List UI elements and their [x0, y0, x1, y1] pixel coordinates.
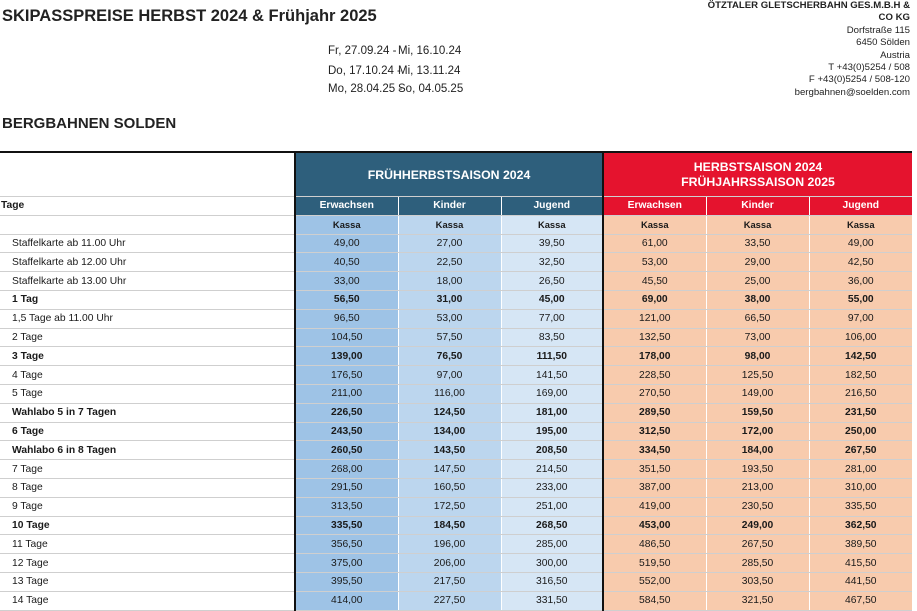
table-row: [0, 554, 912, 573]
price-early-youth: 111,50: [501, 347, 603, 366]
table-row: [0, 516, 912, 535]
row-label: 1 Tag: [0, 290, 295, 309]
price-late-adult: 45,50: [603, 272, 706, 291]
group-header-late: [603, 152, 912, 197]
season-date-to: Mi, 13.11.24: [398, 65, 461, 77]
section-title: BERGBAHNEN SOLDEN: [2, 115, 177, 132]
table-row: [0, 328, 912, 347]
group-header-late-line1: HERBSTSAISON 2024: [693, 159, 823, 174]
company-name-suffix: CO KG: [878, 12, 910, 24]
price-early-adult: 313,50: [295, 497, 398, 516]
price-early-child: 160,50: [398, 478, 501, 497]
price-early-adult: 104,50: [295, 328, 398, 347]
price-late-adult: 69,00: [603, 290, 706, 309]
row-label: 14 Tage: [0, 591, 295, 610]
price-late-child: 249,00: [706, 516, 809, 535]
price-late-adult: 178,00: [603, 347, 706, 366]
price-late-adult: 419,00: [603, 497, 706, 516]
price-late-child: 149,00: [706, 384, 809, 403]
row-label: 1,5 Tage ab 11.00 Uhr: [0, 309, 295, 328]
price-late-adult: 228,50: [603, 366, 706, 385]
price-early-youth: 316,50: [501, 572, 603, 591]
table-row: [0, 253, 912, 272]
season-date-from: Fr, 27.09.24 -: [328, 45, 397, 57]
row-label: 6 Tage: [0, 422, 295, 441]
table-row: [0, 460, 912, 479]
company-phone: T +43(0)5254 / 508: [828, 62, 910, 74]
table-row: [0, 535, 912, 554]
price-early-child: 124,50: [398, 403, 501, 422]
price-early-adult: 176,50: [295, 366, 398, 385]
price-late-child: 230,50: [706, 497, 809, 516]
price-early-child: 184,50: [398, 516, 501, 535]
company-fax: F +43(0)5254 / 508-120: [808, 74, 910, 86]
price-early-adult: 211,00: [295, 384, 398, 403]
price-early-child: 196,00: [398, 535, 501, 554]
price-late-adult: 584,50: [603, 591, 706, 610]
price-early-adult: 335,50: [295, 516, 398, 535]
price-late-youth: 182,50: [809, 366, 912, 385]
table-row: [0, 234, 912, 253]
price-late-child: 125,50: [706, 366, 809, 385]
price-early-youth: 32,50: [501, 253, 603, 272]
price-late-child: 267,50: [706, 535, 809, 554]
price-late-child: 29,00: [706, 253, 809, 272]
table-row: [0, 290, 912, 309]
season-date-to: Mi, 16.10.24: [398, 45, 462, 57]
price-late-child: 213,00: [706, 478, 809, 497]
company-address: [610, 0, 910, 99]
company-street: Dorfstraße 115: [846, 24, 910, 36]
price-early-adult: 260,50: [295, 441, 398, 460]
row-header-label: Tage: [0, 197, 295, 216]
price-early-youth: 285,00: [501, 535, 603, 554]
row-label: 3 Tage: [0, 347, 295, 366]
price-early-child: 31,00: [398, 290, 501, 309]
price-early-child: 143,50: [398, 441, 501, 460]
price-early-child: 227,50: [398, 591, 501, 610]
table-row: [0, 497, 912, 516]
price-late-child: 66,50: [706, 309, 809, 328]
price-early-youth: 169,00: [501, 384, 603, 403]
table-row: [0, 478, 912, 497]
price-early-youth: 39,50: [501, 234, 603, 253]
col-header-youth: Jugend: [809, 197, 912, 216]
price-late-child: 73,00: [706, 328, 809, 347]
price-late-youth: 42,50: [809, 253, 912, 272]
season-date-from: Do, 17.10.24 -: [328, 65, 401, 77]
price-late-youth: 441,50: [809, 572, 912, 591]
price-table: [0, 151, 912, 611]
price-early-adult: 243,50: [295, 422, 398, 441]
kassa-label: Kassa: [398, 215, 501, 234]
season-date-to: So, 04.05.25: [398, 83, 464, 95]
price-late-adult: 289,50: [603, 403, 706, 422]
price-early-child: 22,50: [398, 253, 501, 272]
price-late-youth: 267,50: [809, 441, 912, 460]
price-early-youth: 141,50: [501, 366, 603, 385]
price-late-adult: 453,00: [603, 516, 706, 535]
row-label: 2 Tage: [0, 328, 295, 347]
price-late-child: 38,00: [706, 290, 809, 309]
price-late-adult: 270,50: [603, 384, 706, 403]
row-label: 12 Tage: [0, 554, 295, 573]
price-late-youth: 362,50: [809, 516, 912, 535]
price-late-youth: 231,50: [809, 403, 912, 422]
column-header-row: [0, 197, 912, 216]
col-header-adult: Erwachsen: [295, 197, 398, 216]
row-label: Staffelkarte ab 13.00 Uhr: [0, 272, 295, 291]
price-late-child: 303,50: [706, 572, 809, 591]
price-late-youth: 467,50: [809, 591, 912, 610]
price-early-child: 18,00: [398, 272, 501, 291]
price-early-child: 27,00: [398, 234, 501, 253]
price-late-child: 285,50: [706, 554, 809, 573]
price-early-adult: 375,00: [295, 554, 398, 573]
price-late-youth: 142,50: [809, 347, 912, 366]
price-late-adult: 61,00: [603, 234, 706, 253]
price-early-youth: 195,00: [501, 422, 603, 441]
price-early-adult: 139,00: [295, 347, 398, 366]
table-row: [0, 403, 912, 422]
row-label: 5 Tage: [0, 384, 295, 403]
price-early-adult: 56,50: [295, 290, 398, 309]
blank-cell: [0, 215, 295, 234]
price-early-youth: 300,00: [501, 554, 603, 573]
price-late-youth: 310,00: [809, 478, 912, 497]
kassa-label: Kassa: [295, 215, 398, 234]
table-row: [0, 384, 912, 403]
price-late-youth: 36,00: [809, 272, 912, 291]
kassa-label: Kassa: [809, 215, 912, 234]
table-row: [0, 572, 912, 591]
price-early-youth: 214,50: [501, 460, 603, 479]
price-late-child: 33,50: [706, 234, 809, 253]
price-early-adult: 96,50: [295, 309, 398, 328]
price-late-youth: 55,00: [809, 290, 912, 309]
price-early-child: 206,00: [398, 554, 501, 573]
group-header-early: FRÜHHERBSTSAISON 2024: [295, 152, 603, 197]
table-row: [0, 591, 912, 610]
price-early-youth: 331,50: [501, 591, 603, 610]
price-early-adult: 226,50: [295, 403, 398, 422]
row-label: 13 Tage: [0, 572, 295, 591]
price-late-youth: 281,00: [809, 460, 912, 479]
row-label: Wahlabo 5 in 7 Tagen: [0, 403, 295, 422]
price-early-adult: 49,00: [295, 234, 398, 253]
col-header-child: Kinder: [706, 197, 809, 216]
col-header-youth: Jugend: [501, 197, 603, 216]
company-city: 6450 Sölden: [856, 37, 910, 49]
blank-header-cell: [0, 152, 295, 197]
row-label: 7 Tage: [0, 460, 295, 479]
price-late-adult: 387,00: [603, 478, 706, 497]
price-early-youth: 251,00: [501, 497, 603, 516]
price-early-child: 97,00: [398, 366, 501, 385]
table-row: [0, 441, 912, 460]
table-row: [0, 309, 912, 328]
document-title: SKIPASSPREISE HERBST 2024 & Frühjahr 2025: [2, 7, 377, 25]
price-late-adult: 334,50: [603, 441, 706, 460]
price-late-child: 172,00: [706, 422, 809, 441]
price-late-adult: 552,00: [603, 572, 706, 591]
price-late-youth: 216,50: [809, 384, 912, 403]
row-label: Staffelkarte ab 11.00 Uhr: [0, 234, 295, 253]
price-early-youth: 233,00: [501, 478, 603, 497]
price-early-child: 116,00: [398, 384, 501, 403]
price-early-adult: 356,50: [295, 535, 398, 554]
price-early-child: 217,50: [398, 572, 501, 591]
price-early-child: 172,50: [398, 497, 501, 516]
price-late-child: 184,00: [706, 441, 809, 460]
price-late-adult: 486,50: [603, 535, 706, 554]
company-name: ÖTZTALER GLETSCHERBAHN GES.M.B.H &: [707, 0, 910, 11]
price-early-youth: 83,50: [501, 328, 603, 347]
row-label: 8 Tage: [0, 478, 295, 497]
price-late-child: 193,50: [706, 460, 809, 479]
price-late-youth: 49,00: [809, 234, 912, 253]
row-label: 4 Tage: [0, 366, 295, 385]
group-header-late-line2: FRÜHJAHRSSAISON 2025: [681, 174, 835, 189]
price-late-youth: 415,50: [809, 554, 912, 573]
table-row: [0, 422, 912, 441]
price-late-child: 98,00: [706, 347, 809, 366]
price-early-child: 147,50: [398, 460, 501, 479]
price-early-adult: 33,00: [295, 272, 398, 291]
price-early-youth: 268,50: [501, 516, 603, 535]
price-late-adult: 121,00: [603, 309, 706, 328]
price-late-adult: 351,50: [603, 460, 706, 479]
col-header-adult: Erwachsen: [603, 197, 706, 216]
price-late-adult: 312,50: [603, 422, 706, 441]
group-header-row: [0, 152, 912, 197]
price-late-adult: 519,50: [603, 554, 706, 573]
price-early-youth: 77,00: [501, 309, 603, 328]
price-early-youth: 208,50: [501, 441, 603, 460]
price-late-child: 321,50: [706, 591, 809, 610]
price-early-adult: 268,00: [295, 460, 398, 479]
row-label: Wahlabo 6 in 8 Tagen: [0, 441, 295, 460]
price-early-adult: 40,50: [295, 253, 398, 272]
row-label: 10 Tage: [0, 516, 295, 535]
col-header-child: Kinder: [398, 197, 501, 216]
kassa-row: [0, 215, 912, 234]
season-date-from: Mo, 28.04.25 -: [328, 83, 403, 95]
price-early-child: 57,50: [398, 328, 501, 347]
price-early-adult: 414,00: [295, 591, 398, 610]
price-early-youth: 26,50: [501, 272, 603, 291]
row-label: 11 Tage: [0, 535, 295, 554]
price-early-child: 134,00: [398, 422, 501, 441]
kassa-label: Kassa: [603, 215, 706, 234]
price-late-youth: 389,50: [809, 535, 912, 554]
price-late-adult: 132,50: [603, 328, 706, 347]
price-late-youth: 335,50: [809, 497, 912, 516]
price-early-youth: 45,00: [501, 290, 603, 309]
price-late-youth: 250,00: [809, 422, 912, 441]
table-row: [0, 347, 912, 366]
company-email: bergbahnen@soelden.com: [794, 86, 910, 98]
kassa-label: Kassa: [706, 215, 809, 234]
company-country: Austria: [880, 49, 910, 61]
price-early-child: 76,50: [398, 347, 501, 366]
price-early-adult: 291,50: [295, 478, 398, 497]
table-row: [0, 272, 912, 291]
price-late-child: 159,50: [706, 403, 809, 422]
row-label: 9 Tage: [0, 497, 295, 516]
price-late-youth: 106,00: [809, 328, 912, 347]
table-row: [0, 366, 912, 385]
price-early-child: 53,00: [398, 309, 501, 328]
price-early-youth: 181,00: [501, 403, 603, 422]
price-late-adult: 53,00: [603, 253, 706, 272]
row-label: Staffelkarte ab 12.00 Uhr: [0, 253, 295, 272]
kassa-label: Kassa: [501, 215, 603, 234]
price-late-child: 25,00: [706, 272, 809, 291]
price-late-youth: 97,00: [809, 309, 912, 328]
price-early-adult: 395,50: [295, 572, 398, 591]
